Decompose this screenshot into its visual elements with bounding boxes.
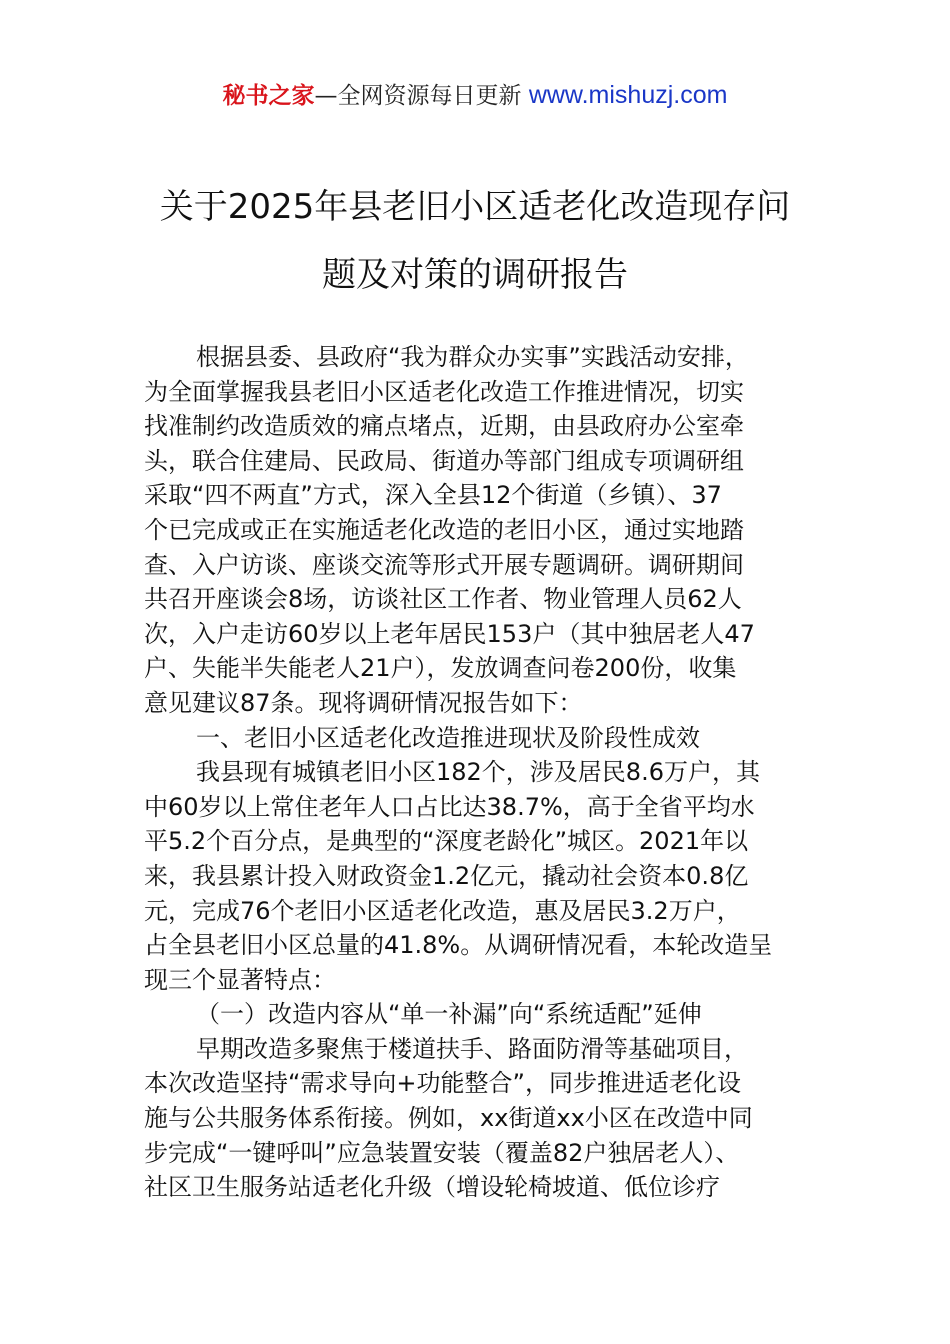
- body-line: 元，完成76个老旧小区适老化改造，惠及居民3.2万户，: [144, 896, 741, 925]
- body-line: 平5.2个百分点，是典型的“深度老龄化”城区。2021年以: [144, 827, 749, 856]
- body-line: 为全面掌握我县老旧小区适老化改造工作推进情况，切实: [144, 377, 744, 406]
- body-line: 找准制约改造质效的痛点堵点，近期，由县政府办公室牵: [144, 412, 744, 441]
- section-heading: 一、老旧小区适老化改造推进现状及阶段性成效: [196, 723, 700, 752]
- subsection-heading: （一）改造内容从“单一补漏”向“系统适配”延伸: [196, 1000, 702, 1029]
- header-tagline: —全网资源每日更新: [314, 83, 529, 109]
- body-line: 意见建议87条。现将调研情况报告如下：: [144, 688, 583, 717]
- body-line: 社区卫生服务站适老化升级（增设轮椅坡道、低位诊疗: [144, 1173, 720, 1202]
- body-line: 本次改造坚持“需求导向+功能整合”，同步推进适老化设: [144, 1069, 741, 1098]
- body-line: 查、入户访谈、座谈交流等形式开展专题调研。调研期间: [144, 550, 744, 579]
- brand-name: 秘书之家: [222, 83, 315, 109]
- title-line-1: 关于2025年县老旧小区适老化改造现存问: [159, 187, 791, 227]
- body-line: 头，联合住建局、民政局、街道办等部门组成专项调研组: [144, 446, 744, 475]
- document-body: [144, 340, 810, 1205]
- body-line: 占全县老旧小区总量的41.8%。从调研情况看，本轮改造呈: [144, 931, 773, 960]
- body-line: 次，入户走访60岁以上老年居民153户（其中独居老人47: [144, 619, 755, 648]
- body-line: 户、失能半失能老人21户），发放调查问卷200份，收集: [144, 654, 737, 683]
- body-line: 现三个显著特点：: [144, 965, 336, 994]
- site-header: [0, 78, 950, 113]
- site-url-link[interactable]: www.mishuzj.com: [528, 81, 728, 109]
- body-line: 共召开座谈会8场，访谈社区工作者、物业管理人员62人: [144, 585, 742, 614]
- body-line: 早期改造多聚焦于楼道扶手、路面防滑等基础项目，: [196, 1034, 748, 1063]
- body-line: 步完成“一键呼叫”应急装置安装（覆盖82户独居老人）、: [144, 1138, 740, 1167]
- body-line: 我县现有城镇老旧小区182个，涉及居民8.6万户，其: [196, 758, 760, 787]
- body-line: 根据县委、县政府“我为群众办实事”实践活动安排，: [196, 343, 749, 371]
- title-line-2: 题及对策的调研报告: [322, 255, 628, 295]
- body-line: 施与公共服务体系衔接。例如，xx街道xx小区在改造中同: [144, 1104, 753, 1133]
- body-line: 中60岁以上常住老年人口占比达38.7%，高于全省平均水: [144, 792, 755, 821]
- body-line: 个已完成或正在实施适老化改造的老旧小区，通过实地踏: [144, 515, 744, 544]
- body-line: 来，我县累计投入财政资金1.2亿元，撬动社会资本0.8亿: [144, 861, 749, 890]
- body-line: 采取“四不两直”方式，深入全县12个街道（乡镇）、37: [144, 481, 722, 510]
- document-title: [130, 173, 820, 309]
